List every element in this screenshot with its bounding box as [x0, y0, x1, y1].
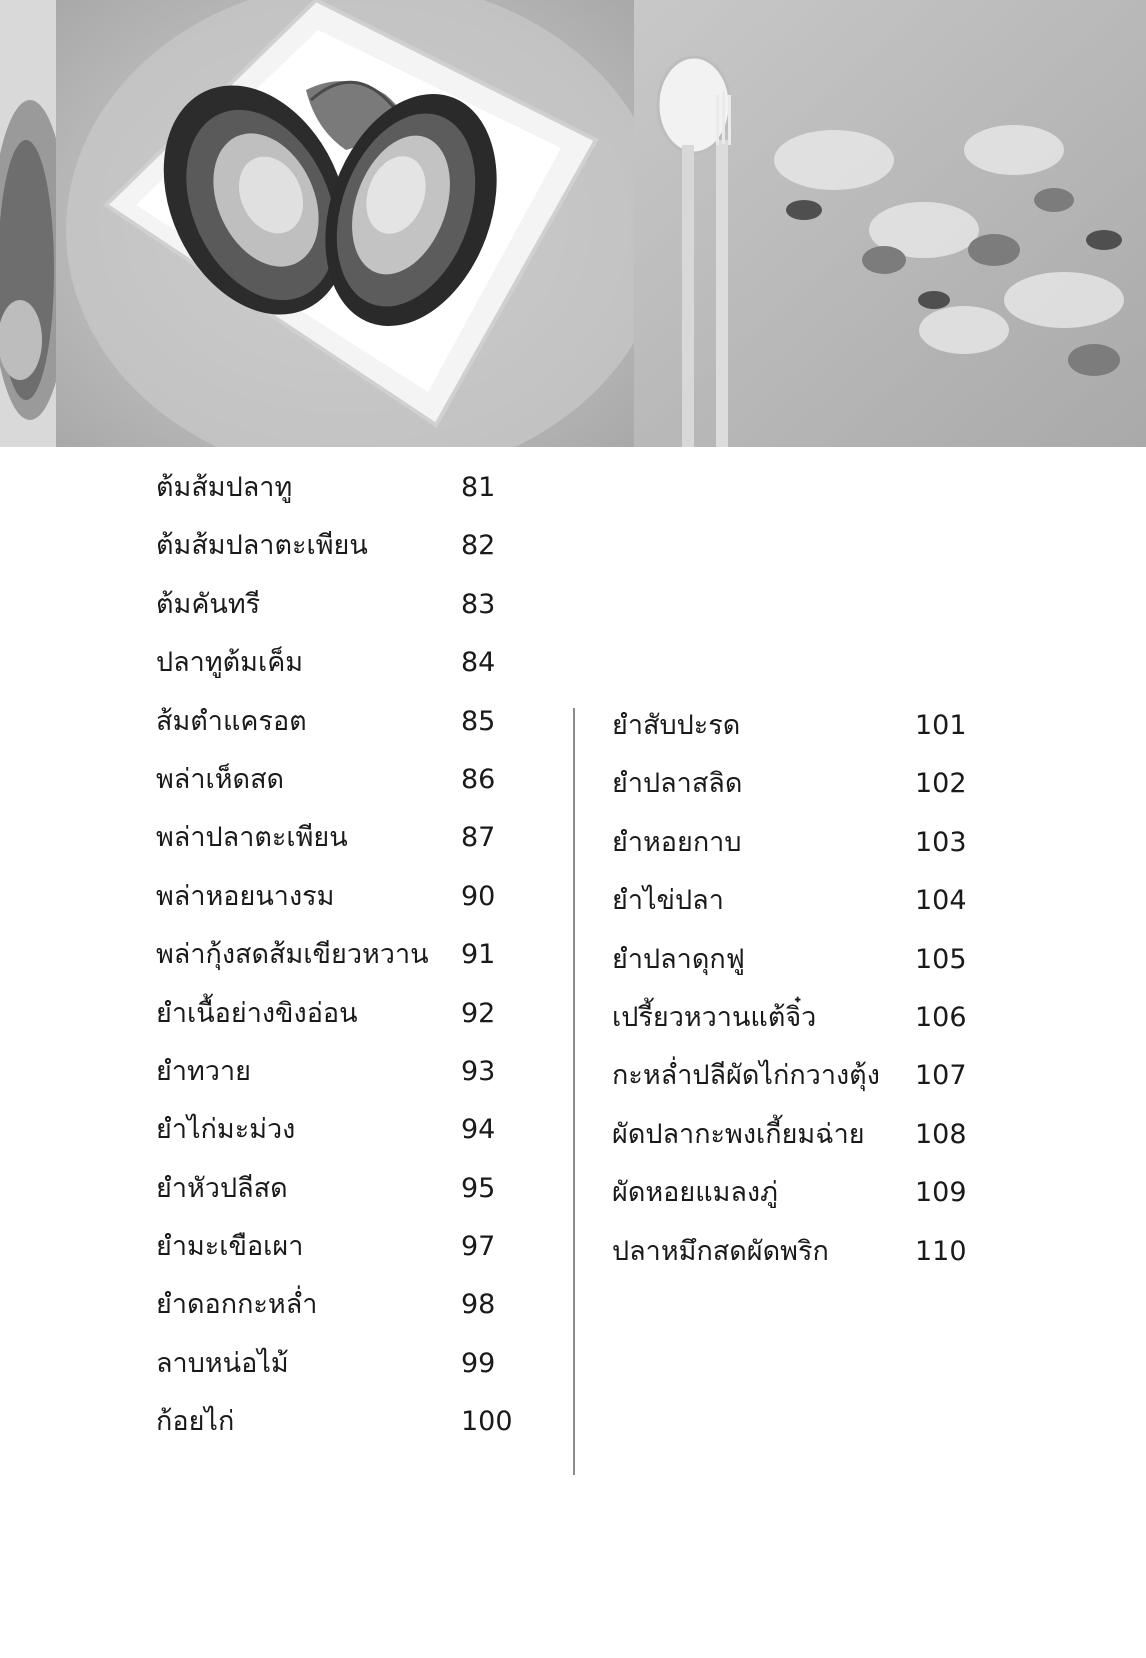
toc-entry[interactable] — [156, 1402, 516, 1460]
seafood-salad-photo — [634, 0, 1146, 447]
toc-entry-page: 98 — [461, 1289, 496, 1321]
toc-entry-title: ยำทวาย — [156, 1055, 251, 1087]
toc-entry-title: ยำหอยกาบ — [612, 826, 742, 858]
toc-entry-page: 104 — [915, 885, 967, 917]
toc-entry[interactable] — [612, 1056, 972, 1114]
toc-entry[interactable] — [612, 764, 972, 822]
toc-entry-page: 108 — [915, 1118, 967, 1150]
toc-entry-page: 86 — [461, 763, 496, 795]
toc-entry-page: 87 — [461, 822, 496, 854]
toc-entry-title: พล่ากุ้งสดส้มเขียวหวาน — [156, 939, 429, 971]
toc-entry-page: 97 — [461, 1231, 496, 1263]
toc-entry-page: 91 — [461, 939, 496, 971]
toc-entry[interactable] — [156, 585, 516, 643]
toc-entry[interactable] — [156, 468, 516, 526]
toc-entry-page: 84 — [461, 647, 496, 679]
toc-entry-page: 93 — [461, 1055, 496, 1087]
toc-entry[interactable] — [612, 1232, 972, 1290]
toc-entry-title: ผัดหอยแมลงภู่ — [612, 1177, 778, 1209]
toc-entry-page: 103 — [915, 826, 967, 858]
toc-entry-page: 82 — [461, 530, 496, 562]
toc-entry-page: 106 — [915, 1001, 967, 1033]
toc-entry-title: ปลาทูต้มเค็ม — [156, 647, 304, 679]
toc-entry[interactable] — [156, 1110, 516, 1168]
toc-entry-title: ปลาหมึกสดผัดพริก — [612, 1235, 829, 1267]
toc-entry[interactable] — [156, 994, 516, 1052]
toc-entry-title: ยำไข่ปลา — [612, 885, 724, 917]
toc-entry-title: ยำปลาสลิด — [612, 768, 743, 800]
toc-entry[interactable] — [156, 1052, 516, 1110]
toc-entry-page: 81 — [461, 472, 496, 503]
toc-entry[interactable] — [156, 1227, 516, 1285]
toc-entry[interactable] — [612, 706, 972, 764]
column-divider — [573, 708, 575, 1475]
toc-entry-title: ผัดปลากะพงเกี้ยมฉ่าย — [612, 1118, 865, 1150]
toc-entry-title: ยำดอกกะหล่ำ — [156, 1289, 318, 1321]
toc-entry-title: ลาบหน่อไม้ — [156, 1347, 289, 1379]
toc-entry[interactable] — [156, 702, 516, 760]
toc-entry[interactable] — [612, 1115, 972, 1173]
toc-entry-page: 85 — [461, 705, 496, 737]
toc-entry[interactable] — [156, 526, 516, 584]
toc-entry[interactable] — [156, 935, 516, 993]
toc-entry-page: 99 — [461, 1347, 496, 1379]
toc-entry[interactable] — [156, 643, 516, 701]
toc-entry[interactable] — [156, 1344, 516, 1402]
toc-entry[interactable] — [612, 1173, 972, 1231]
toc-entry-title: ก้อยไก่ — [156, 1406, 235, 1438]
mussel-photo-edge — [0, 0, 56, 447]
toc-entry-title: ต้มส้มปลาตะเพียน — [156, 530, 368, 562]
toc-entry-page: 100 — [461, 1406, 513, 1438]
toc-entry[interactable] — [156, 1285, 516, 1343]
toc-entry-title: ส้มตำแครอต — [156, 705, 307, 737]
toc-entry[interactable] — [156, 760, 516, 818]
toc-entry-page: 109 — [915, 1177, 967, 1209]
photo-strip — [0, 0, 1146, 447]
toc-entry-title: ยำปลาดุกฟู — [612, 943, 745, 975]
toc-entry-page: 92 — [461, 997, 496, 1029]
toc-entry-title: กะหล่ำปลีผัดไก่กวางตุ้ง — [612, 1060, 880, 1092]
toc-entry[interactable] — [612, 823, 972, 881]
toc-entry-title: ยำไก่มะม่วง — [156, 1114, 296, 1146]
toc-entry[interactable] — [612, 940, 972, 998]
toc-entry-title: ยำเนื้อย่างขิงอ่อน — [156, 997, 358, 1029]
toc-entry-title: ต้มส้มปลาทู — [156, 472, 293, 503]
toc-entry-page: 101 — [915, 710, 967, 741]
toc-entry[interactable] — [612, 998, 972, 1056]
toc-entry[interactable] — [612, 881, 972, 939]
toc-entry-page: 102 — [915, 768, 967, 800]
toc-column-right — [612, 706, 972, 1290]
toc-entry-page: 83 — [461, 588, 496, 620]
toc-entry-title: พล่าหอยนางรม — [156, 880, 335, 912]
toc-entry-page: 94 — [461, 1114, 496, 1146]
toc-entry-title: พล่าปลาตะเพียน — [156, 822, 348, 854]
toc-entry[interactable] — [156, 818, 516, 876]
toc-entry-page: 110 — [915, 1235, 967, 1267]
toc-entry-title: ยำสับปะรด — [612, 710, 741, 741]
toc-entry-title: ยำหัวปลีสด — [156, 1172, 288, 1204]
toc-entry-page: 90 — [461, 880, 496, 912]
toc-entry-title: เปรี้ยวหวานแต้จิ๋ว — [612, 1001, 817, 1033]
toc-entry-title: ยำมะเขือเผา — [156, 1231, 304, 1263]
toc-entry[interactable] — [156, 1169, 516, 1227]
toc-column-left — [156, 468, 516, 1461]
toc-entry-title: พล่าเห็ดสด — [156, 763, 285, 795]
toc-entry-title: ต้มคันทรี — [156, 588, 261, 620]
toc-entry-page: 95 — [461, 1172, 496, 1204]
mussel-photo — [56, 0, 634, 447]
toc-entry-page: 107 — [915, 1060, 967, 1092]
toc-entry-page: 105 — [915, 943, 967, 975]
toc-entry[interactable] — [156, 877, 516, 935]
